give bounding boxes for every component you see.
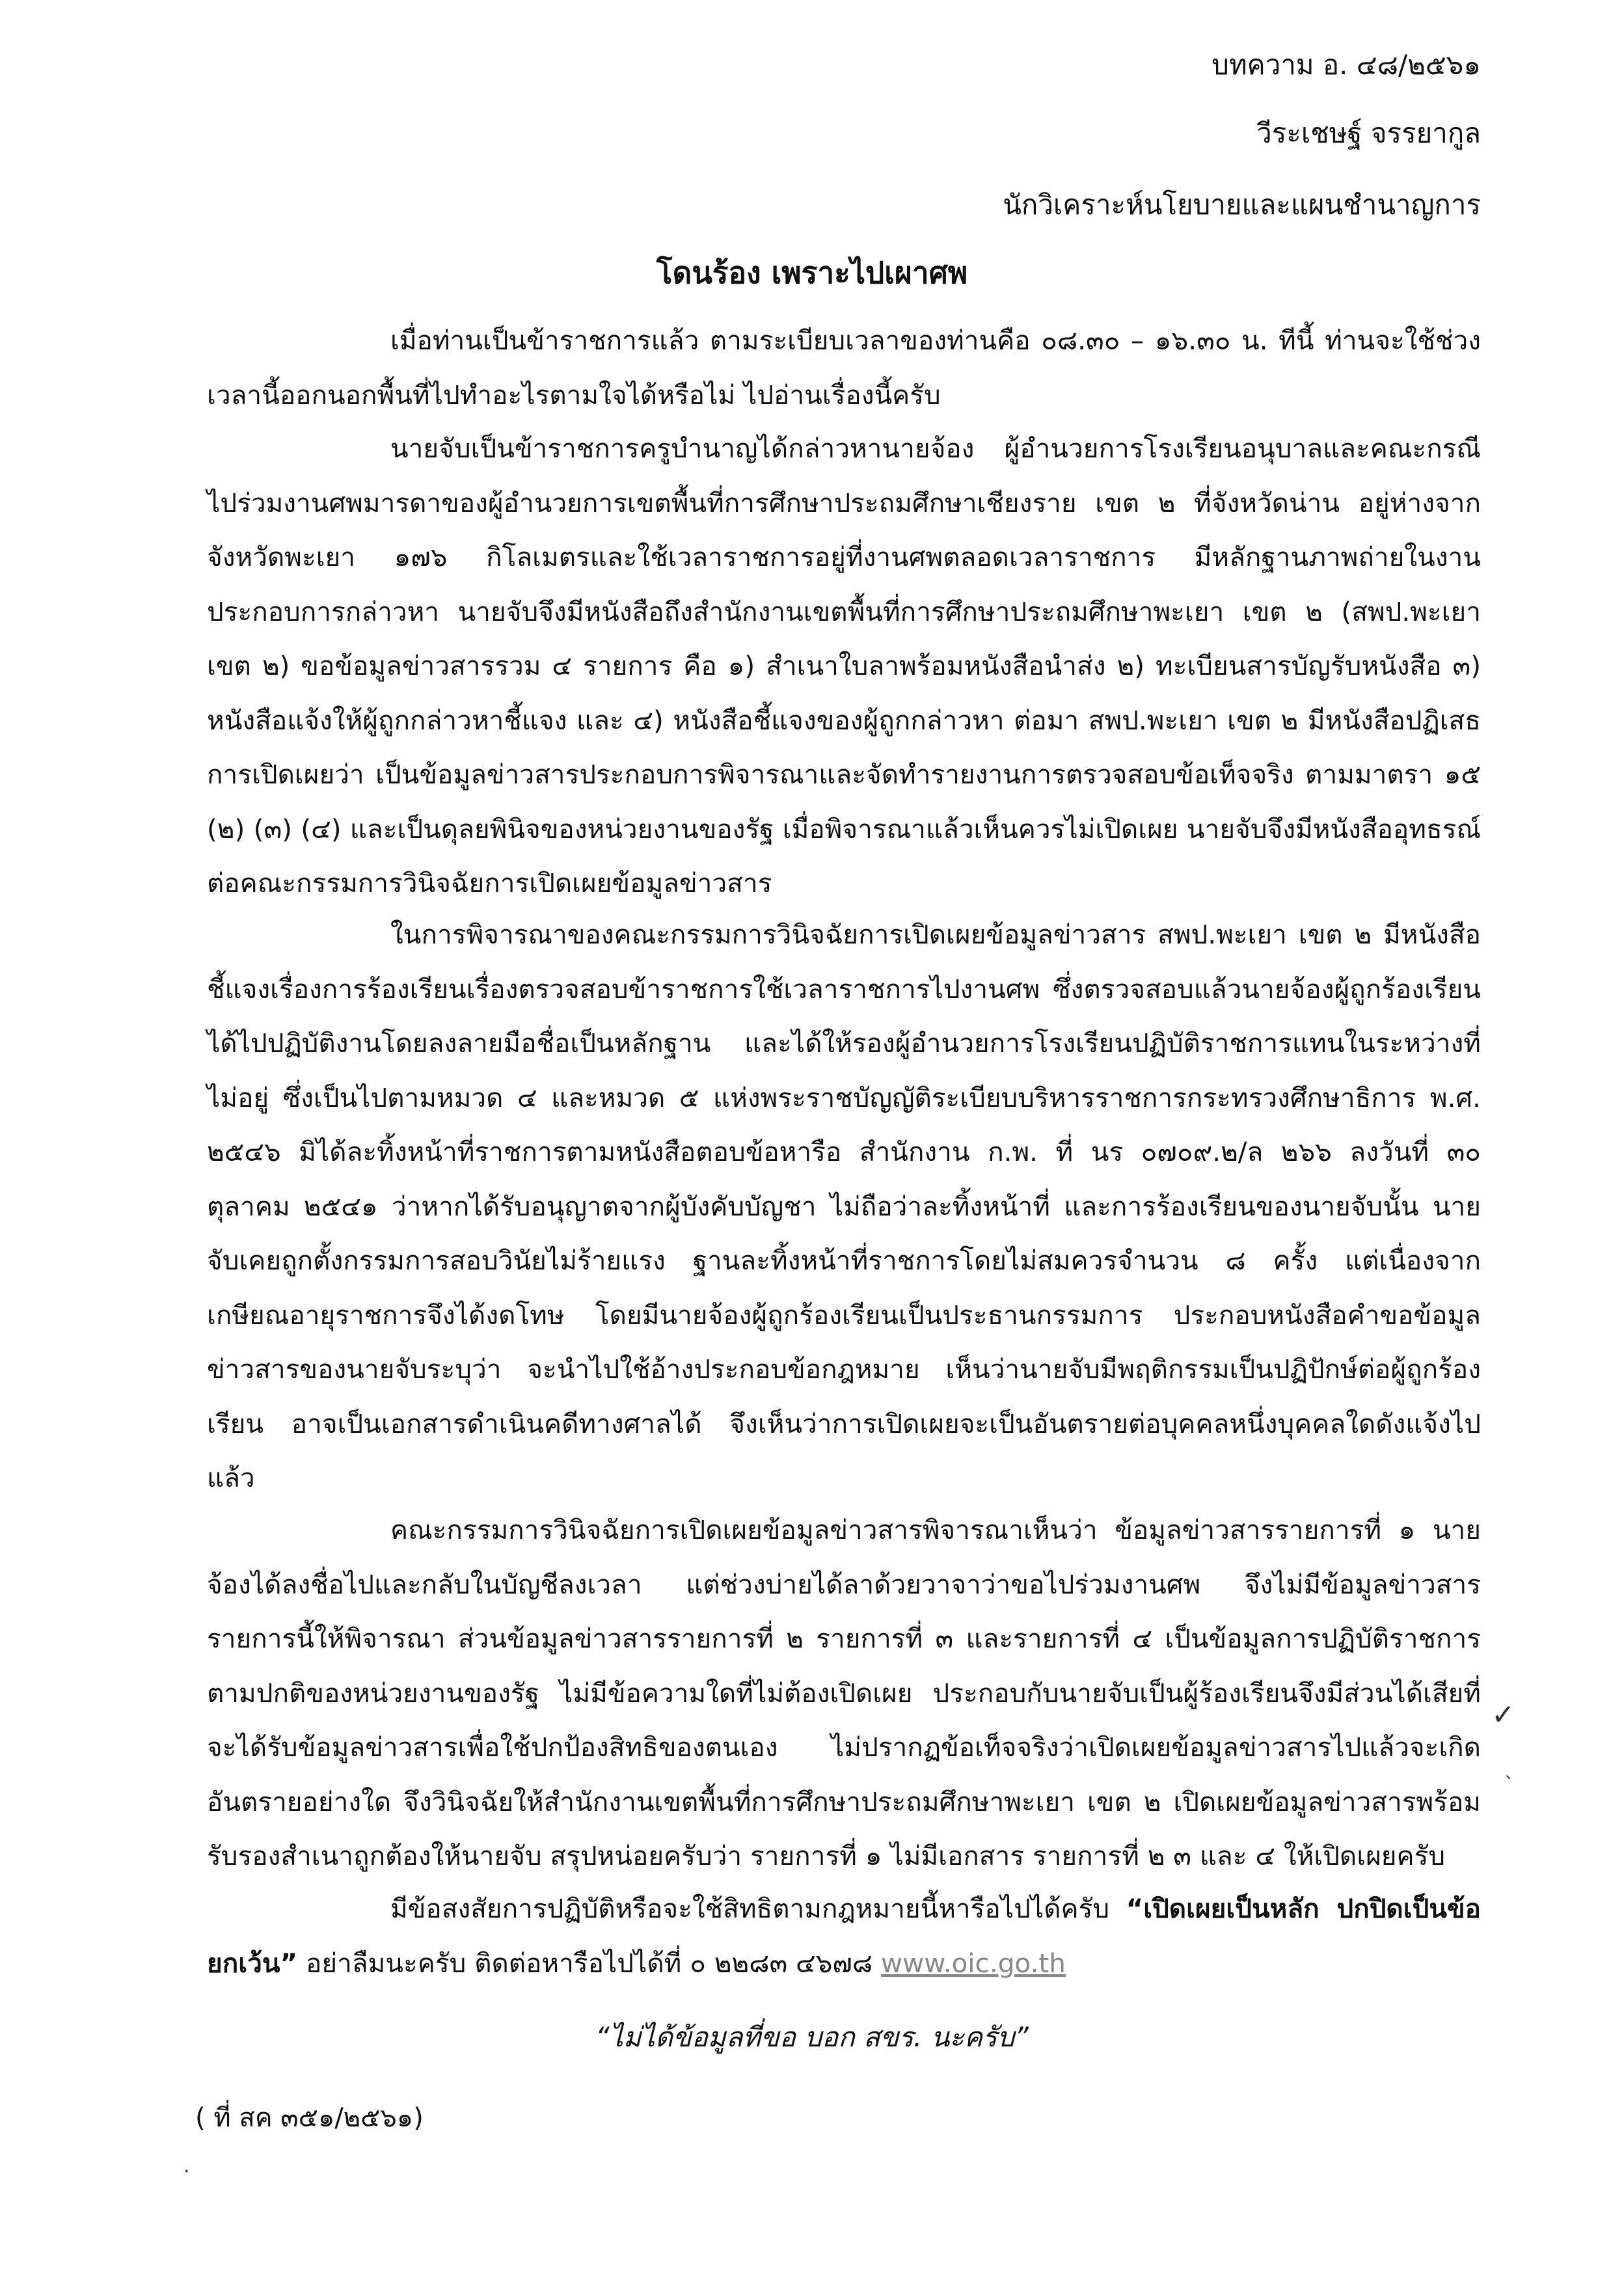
paragraph-committee-ruling: คณะกรรมการวินิจฉัยการเปิดเผยข้อมูลข่าวสารพิจารณาเห็นว่า ข้อมูลข่าวสารรายการที่ ๑ นายจ้องได้ลงชื่อไปและกลับในบัญชีลงเวลา แต่ช่วงบ่ายได้ลาด้วยวาจาว่าขอไปร่วมงานศพ จึงไม่มีข้อมูลข่าวสารรายการนี้ให้พิจารณา ส่วนข้อมูลข่าวสารรายการที่ ๒ รายการที่ ๓ และรายการที่ ๔ เป็นข้อมูลการปฏิบัติราชการตามปกติของหน่วยงานของรัฐ ไม่มีข้อความใดที่ไม่ต้องเปิดเผย ประกอบกับนายจับเป็นผู้ร้องเรียนจึงมีส่วนได้เสียที่จะได้รับข้อมูลข่าวสารเพื่อใช้ปกป้องสิทธิของตนเอง ไม่ปรากฏข้อเท็จจริงว่าเปิดเผยข้อมูลข่าวสารไปแล้วจะเกิดอันตรายอย่างใด จึงวินิจฉัยให้สำนักงานเขตพื้นที่การศึกษาประถมศึกษาพะเยา เขต ๒ เปิดเผยข้อมูลข่าวสารพร้อมรับรองสำเนาถูกต้องให้นายจับ สรุปหน่อยครับว่า รายการที่ ๑ ไม่มีเอกสาร รายการที่ ๒ ๓ และ ๔ ให้เปิดเผยครับ [207,1514,1481,1871]
handwritten-checkmark: ✓ [1491,1698,1515,1732]
article-number: บทความ อ. ๔๘/๒๕๖๑ [1211,49,1481,81]
article-title: โดนร้อง เพราะไปเผาศพ [656,255,968,290]
handwritten-tick: ˎ [1504,1757,1514,1780]
paragraph-contact [207,1882,1481,1990]
author-name: วีระเชษฐ์ จรรยากูล [1256,117,1481,149]
margin-dot: · [183,2160,190,2183]
contact-text-mid: อย่าลืมนะครับ ติดต่อหารือไปได้ที่ [297,1947,690,1979]
contact-text-start: มีข้อสงสัยการปฏิบัติหรือจะใช้สิทธิตามกฎหมายนี้หารือไปได้ครับ [390,1893,1126,1924]
contact-phone: ๐ ๒๒๘๓ ๔๖๗๘ [690,1947,873,1979]
principle-quote: “เปิดเผยเป็นหลัก ปกปิดเป็นข้อยกเว้น” [207,1893,1481,1979]
paragraph-intro: เมื่อท่านเป็นข้าราชการแล้ว ตามระเบียบเวลาของท่านคือ ๐๘.๓๐ – ๑๖.๓๐ น. ทีนี้ ท่านจะใช้ช่วงเวลานี้ออกนอกพื้นที่ไปทำอะไรตามใจได้หรือไม่ ไปอ่านเรื่องนี้ครับ [207,325,1481,411]
website-link[interactable]: www.oic.go.th [881,1947,1066,1979]
reference-number: ( ที่ สค ๓๕๑/๒๕๖๑) [195,2103,424,2133]
author-position: นักวิเคราะห์นโยบายและแผนชำนาญการ [1003,189,1481,221]
paragraph-agency-response: ในการพิจารณาของคณะกรรมการวินิจฉัยการเปิดเผยข้อมูลข่าวสาร สพป.พะเยา เขต ๒ มีหนังสือชี้แจงเรื่องการร้องเรียนเรื่องตรวจสอบข้าราชการใช้เวลาราชการไปงานศพ ซึ่งตรวจสอบแล้วนายจ้องผู้ถูกร้องเรียนได้ไปปฏิบัติงานโดยลงลายมือชื่อเป็นหลักฐาน และได้ให้รองผู้อำนวยการโรงเรียนปฏิบัติราชการแทนในระหว่างที่ไม่อยู่ ซึ่งเป็นไปตามหมวด ๔ และหมวด ๕ แห่งพระราชบัญญัติระเบียบบริหารราชการกระทรวงศึกษาธิการ พ.ศ. ๒๕๔๖ มิได้ละทิ้งหน้าที่ราชการตามหนังสือตอบข้อหารือ สำนักงาน ก.พ. ที่ นร ๐๗๐๙.๒/ล ๒๖๖ ลงวันที่ ๓๐ ตุลาคม ๒๕๔๑ ว่าหากได้รับอนุญาตจากผู้บังคับบัญชา ไม่ถือว่าละทิ้งหน้าที่ และการร้องเรียนของนายจับนั้น นายจับเคยถูกตั้งกรรมการสอบวินัยไม่ร้ายแรง ฐานละทิ้งหน้าที่ราชการโดยไม่สมควรจำนวน ๘ ครั้ง แต่เนื่องจากเกษียณอายุราชการจึงได้งดโทษ โดยมีนายจ้องผู้ถูกร้องเรียนเป็นประธานกรรมการ ประกอบหนังสือคำขอข้อมูลข่าวสารของนายจับระบุว่า จะนำไปใช้อ้างประกอบข้อกฎหมาย เห็นว่านายจับมีพฤติกรรมเป็นปฏิปักษ์ต่อผู้ถูกร้องเรียน อาจเป็นเอกสารดำเนินคดีทางศาลได้ จึงเห็นว่าการเปิดเผยจะเป็นอันตรายต่อบุคคลหนึ่งบุคคลใดดังแจ้งไปแล้ว [207,919,1481,1493]
slogan: “ไม่ได้ข้อมูลที่ขอ บอก สขร. นะครับ” [595,2021,1029,2053]
paragraph-complaint: นายจับเป็นข้าราชการครูบำนาญได้กล่าวหานายจ้อง ผู้อำนวยการโรงเรียนอนุบาลและคณะกรณีไปร่วมงานศพมารดาของผู้อำนวยการเขตพื้นที่การศึกษาประถมศึกษาเชียงราย เขต ๒ ที่จังหวัดน่าน อยู่ห่างจากจังหวัดพะเยา ๑๗๖ กิโลเมตรและใช้เวลาราชการอยู่ที่งานศพตลอดเวลาราชการ มีหลักฐานภาพถ่ายในงานประกอบการกล่าวหา นายจับจึงมีหนังสือถึงสำนักงานเขตพื้นที่การศึกษาประถมศึกษาพะเยา เขต ๒ (สพป.พะเยา เขต ๒) ขอข้อมูลข่าวสารรวม ๔ รายการ คือ ๑) สำเนาใบลาพร้อมหนังสือนำส่ง ๒) ทะเบียนสารบัญรับหนังสือ ๓) หนังสือแจ้งให้ผู้ถูกกล่าวหาชี้แจง และ ๔) หนังสือชี้แจงของผู้ถูกกล่าวหา ต่อมา สพป.พะเยา เขต ๒ มีหนังสือปฏิเสธการเปิดเผยว่า เป็นข้อมูลข่าวสารประกอบการพิจารณาและจัดทำรายงานการตรวจสอบข้อเท็จจริง ตามมาตรา ๑๕ (๒) (๓) (๔) และเป็นดุลยพินิจของหน่วยงานของรัฐ เมื่อพิจารณาแล้วเห็นควรไม่เปิดเผย นายจับจึงมีหนังสืออุทธรณ์ต่อคณะกรรมการวินิจฉัยการเปิดเผยข้อมูลข่าวสาร [207,433,1481,899]
